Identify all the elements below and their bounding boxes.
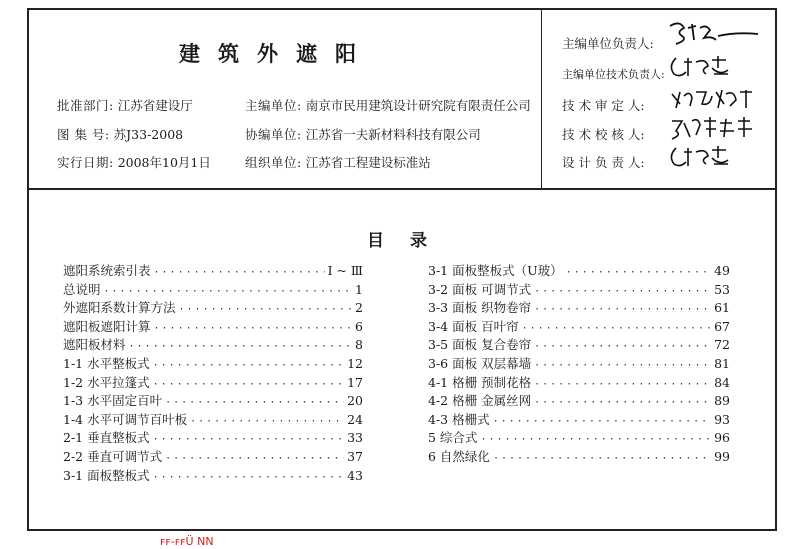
signature-chief-unit: [666, 18, 766, 48]
toc-leader-dots: [154, 267, 325, 278]
toc-leader-dots: [566, 267, 711, 278]
toc-entry: [428, 410, 730, 429]
signature-designer: [666, 142, 766, 172]
co-unit-label: 协编单位:: [245, 127, 302, 142]
co-unit-value: 江苏省一夫新材料科技有限公司: [305, 127, 481, 142]
toc-leader-dots: [153, 434, 344, 445]
sig-label-designer: 设 计 负 责 人:: [562, 155, 645, 170]
toc-leader-dots: [165, 397, 344, 408]
toc-entry-page: 72: [714, 337, 730, 353]
toc-entry-page: 61: [714, 300, 730, 316]
toc-entry: [63, 298, 363, 317]
toc-leader-dots: [480, 434, 711, 445]
org-unit-label: 组织单位:: [245, 155, 302, 170]
approval-value: 江苏省建设厅: [117, 98, 193, 113]
effective-value: 2008年10月1日: [117, 155, 211, 170]
toc-entry: [428, 280, 730, 299]
toc-entry: [428, 261, 730, 280]
toc-entry-title: 总说明: [63, 281, 101, 297]
toc-entry-page: 20: [347, 393, 363, 409]
toc-leader-dots: [534, 379, 711, 390]
atlas-value: 苏J33-2008: [113, 127, 184, 142]
toc-entry: [428, 317, 730, 336]
toc-entry-title: 4-2 格栅 金属丝网: [428, 393, 532, 409]
toc-entry: [63, 447, 363, 466]
toc-entry-page: 17: [347, 374, 363, 390]
toc-leader-dots: [129, 341, 353, 352]
sig-label-reviewer: 技 术 审 定 人:: [562, 98, 645, 113]
toc-right-column: [428, 261, 730, 466]
toc-entry: [63, 410, 363, 429]
sig-label-chief-tech: 主编单位技术负责人:: [562, 68, 665, 81]
toc-leader-dots: [534, 286, 711, 297]
effective-label: 实行日期:: [57, 155, 114, 170]
toc-entry-title: 1-3 水平固定百叶: [63, 393, 163, 409]
toc-leader-dots: [165, 453, 344, 464]
toc-leader-dots: [153, 360, 344, 371]
org-unit-value: 江苏省工程建设标准站: [305, 155, 431, 170]
toc-entry-page: 1: [355, 281, 363, 297]
toc-entry-title: 3-6 面板 双层幕墙: [428, 355, 532, 371]
toc-leader-dots: [493, 453, 711, 464]
drawing-frame: [27, 8, 777, 531]
toc-entry-title: 4-1 格栅 预制花格: [428, 374, 532, 390]
title-block: [29, 10, 775, 190]
toc-entry-page: 96: [714, 430, 730, 446]
toc-entry: [63, 373, 363, 392]
toc-entry-title: 1-2 水平拉篷式: [63, 374, 150, 390]
toc-leader-dots: [534, 304, 711, 315]
toc-entry-title: 1-4 水平可调节百叶板: [63, 411, 188, 427]
header-divider: [541, 10, 542, 188]
effective-date: [57, 153, 211, 171]
toc-entry-page: 49: [714, 263, 730, 278]
toc-entry-page: 99: [714, 448, 730, 464]
toc-leader-dots: [179, 304, 353, 315]
toc-entry: [63, 335, 363, 354]
page-title: 建筑外遮阳: [179, 41, 374, 66]
signature-reviewer: [666, 84, 766, 114]
signature-chief-tech: [666, 52, 766, 82]
toc-entry-title: 遮阳板遮阳计算: [63, 318, 151, 334]
toc-entry-page: 93: [714, 411, 730, 427]
toc-entry-page: 6: [355, 318, 363, 334]
toc-leader-dots: [534, 360, 711, 371]
toc-entry: [428, 391, 730, 410]
toc-entry-page: 24: [347, 411, 363, 427]
toc-leader-dots: [534, 397, 711, 408]
toc-entry-page: 81: [714, 355, 730, 371]
toc-entry-page: 8: [355, 337, 363, 353]
toc-entry: [428, 335, 730, 354]
atlas-number: [57, 125, 183, 143]
toc-entry-page: 37: [347, 448, 363, 464]
toc-leader-dots: [104, 286, 353, 297]
toc-entry-title: 3-3 面板 织物卷帘: [428, 300, 532, 316]
toc-entry: [428, 428, 730, 447]
toc-entry-title: 5 综合式: [428, 430, 478, 446]
toc-entry-page: 33: [347, 430, 363, 446]
footer-stamp: ꜰꜰ-ꜰꜰÜ NN: [160, 535, 214, 548]
approval-dept: [57, 96, 193, 114]
toc-leader-dots: [534, 341, 711, 352]
toc-leader-dots: [493, 416, 711, 427]
chief-unit-label: 主编单位:: [245, 98, 302, 113]
toc-leader-dots: [153, 379, 344, 390]
toc-left-column: [63, 261, 363, 484]
toc-entry: [428, 373, 730, 392]
toc-entry: [63, 354, 363, 373]
sig-label-chief-unit: 主编单位负责人:: [562, 36, 654, 51]
toc-entry-title: 2-1 垂直整板式: [63, 430, 150, 446]
chief-unit: [245, 96, 531, 114]
toc-entry: [63, 261, 363, 280]
toc-entry: [428, 447, 730, 466]
chief-unit-value: 南京市民用建筑设计研究院有限责任公司: [305, 98, 531, 113]
toc-leader-dots: [154, 323, 353, 334]
toc-entry-page: 12: [347, 355, 363, 371]
co-unit: [245, 125, 481, 143]
toc-entry-title: 6 自然绿化: [428, 448, 490, 464]
toc-entry: [63, 391, 363, 410]
toc-entry: [63, 428, 363, 447]
toc-entry-title: 遮阳系统索引表: [63, 263, 151, 278]
toc-entry-title: 3-2 面板 可调节式: [428, 281, 532, 297]
toc-entry: [428, 298, 730, 317]
toc-entry-title: 1-1 水平整板式: [63, 355, 150, 371]
toc-entry-title: 3-1 面板整板式（U玻）: [428, 263, 563, 278]
toc-entry-page: 84: [714, 374, 730, 390]
toc-entry-title: 3-4 面板 百叶帘: [428, 318, 519, 334]
toc-entry-title: 外遮阳系数计算方法: [63, 300, 176, 316]
toc-entry-title: 2-2 垂直可调节式: [63, 448, 163, 464]
org-unit: [245, 153, 431, 171]
toc-leader-dots: [522, 323, 712, 334]
toc-entry: [428, 354, 730, 373]
toc-entry-page: 67: [714, 318, 730, 334]
toc-entry-page: 89: [714, 393, 730, 409]
toc-entry-page: 43: [347, 467, 363, 483]
atlas-label: 图 集 号:: [57, 127, 110, 142]
toc-entry-title: 遮阳板材料: [63, 337, 126, 353]
toc-entry-title: 3-5 面板 复合卷帘: [428, 337, 532, 353]
toc-entry-page: 53: [714, 281, 730, 297]
sig-label-checker: 技 术 校 核 人:: [562, 127, 645, 142]
toc-entry: [63, 466, 363, 485]
toc-entry-title: 4-3 格栅式: [428, 411, 490, 427]
toc-entry: [63, 317, 363, 336]
toc-leader-dots: [153, 472, 344, 483]
toc-entry-page: Ⅰ ~ Ⅲ: [327, 263, 363, 278]
signature-checker: [666, 113, 766, 143]
approval-label: 批准部门:: [57, 98, 114, 113]
toc-entry-page: 2: [355, 300, 363, 316]
toc-entry-title: 3-1 面板整板式: [63, 467, 150, 483]
toc-leader-dots: [190, 416, 344, 427]
toc-title: 目录: [367, 231, 453, 251]
toc-entry: [63, 280, 363, 299]
